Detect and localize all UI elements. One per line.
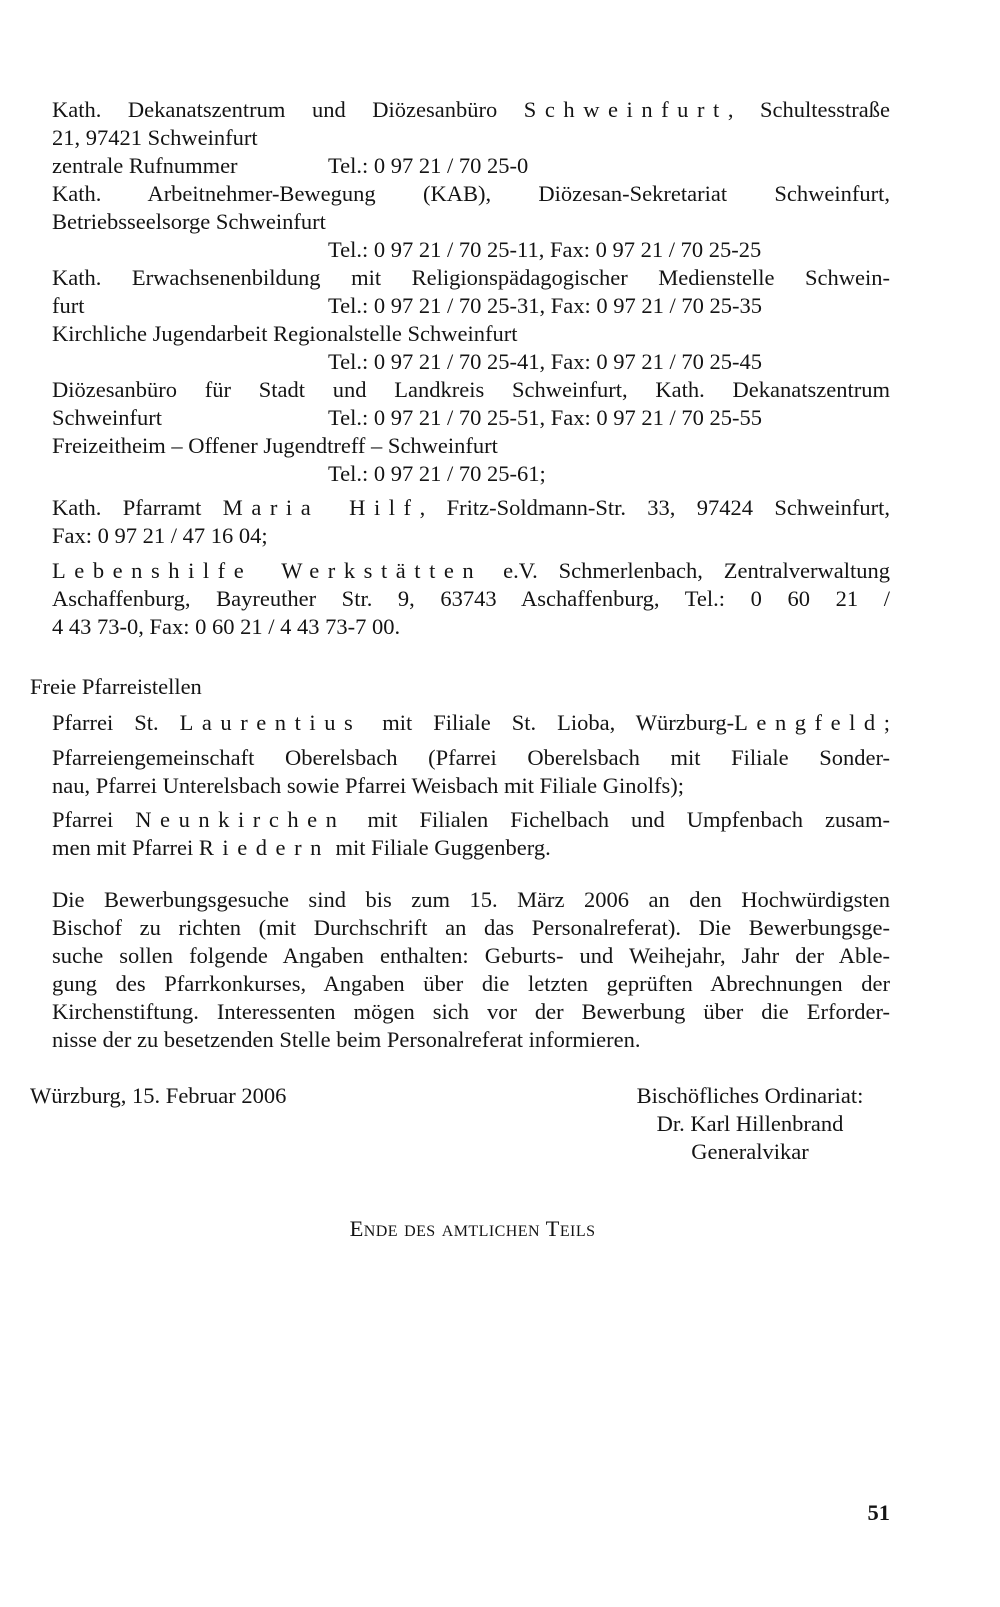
signature-office: Bischöfliches Ordinariat: xyxy=(636,1083,864,1108)
entry-freizeitheim-line1: Freizeitheim – Offener Jugendtreff – Schweinfurt xyxy=(52,433,498,458)
entry-mariahilf-line2: Fax: 0 97 21 / 47 16 04; xyxy=(52,523,268,548)
signature-name: Dr. Karl Hillenbrand xyxy=(656,1111,844,1136)
entry-dioezesanbuero-line1: Diözesanbüro für Stadt und Landkreis Schweinfurt, Kath. Dekanatszentrum xyxy=(52,377,890,402)
text: , Schultesstraße xyxy=(727,97,890,122)
spaced-name: Riedern xyxy=(198,835,330,860)
bewerbung-line-5: Kirchenstiftung. Interessenten mögen sich vor der Bewerbung über die Erforder- xyxy=(52,999,890,1024)
entry-jugendarbeit-line1: Kirchliche Jugendarbeit Regionalstelle Schweinfurt xyxy=(52,321,518,346)
entry-mariahilf-line1 xyxy=(52,494,890,522)
bewerbung-line-6: nisse der zu besetzenden Stelle beim Personalreferat informieren. xyxy=(52,1027,641,1052)
entry-dekanatszentrum-line1 xyxy=(52,96,890,124)
entry-kab-line1: Kath. Arbeitnehmer-Bewegung (KAB), Diözesan-Sekretariat Schweinfurt, xyxy=(52,181,890,206)
text: e.V. Schmerlenbach, Zentralverwaltung xyxy=(482,558,890,583)
entry-jugendarbeit-tel: Tel.: 0 97 21 / 70 25-41, Fax: 0 97 21 / 70 25-45 xyxy=(328,349,763,374)
text: Kath. Dekanatszentrum und Diözesanbüro xyxy=(52,97,524,122)
spaced-name: Schweinfurt xyxy=(523,97,728,122)
bewerbung-line-3: suche sollen folgende Angaben enthalten: Geburts- und Weihejahr, Jahr der Able- xyxy=(52,943,890,968)
text: , Fritz-Soldmann-Str. 33, 97424 Schweinfurt, xyxy=(419,495,890,520)
spaced-name: Lengfeld xyxy=(734,710,884,735)
text: Kath. Pfarramt xyxy=(52,495,223,520)
entry-lebenshilfe-line2: Aschaffenburg, Bayreuther Str. 9, 63743 Aschaffenburg, Tel.: 0 60 21 / xyxy=(52,586,890,611)
entry-lebenshilfe-line1 xyxy=(52,557,890,585)
text: ; xyxy=(883,710,890,735)
pfarreistelle-item-1 xyxy=(52,709,890,737)
text: mit Filialen Fichelbach und Umpfenbach zusam- xyxy=(345,807,890,832)
entry-erwachsenenbildung-line1: Kath. Erwachsenenbildung mit Religionspädagogischer Medienstelle Schwein- xyxy=(52,265,890,290)
entry-dioezesanbuero-line2: Schweinfurt xyxy=(52,405,162,430)
pfarreistelle-item-3-line1 xyxy=(52,806,890,834)
entry-dioezesanbuero-tel: Tel.: 0 97 21 / 70 25-51, Fax: 0 97 21 / 70 25-55 xyxy=(328,405,763,430)
entry-kab-tel: Tel.: 0 97 21 / 70 25-11, Fax: 0 97 21 / 70 25-25 xyxy=(328,237,762,262)
pfarreistelle-item-2-line2: nau, Pfarrei Unterelsbach sowie Pfarrei Weisbach mit Filiale Ginolfs); xyxy=(52,773,684,798)
entry-dekanatszentrum-label: zentrale Rufnummer xyxy=(52,153,238,178)
text: men mit Pfarrei xyxy=(52,835,199,860)
entry-lebenshilfe-line3: 4 43 73-0, Fax: 0 60 21 / 4 43 73-7 00. xyxy=(52,614,401,639)
end-of-official-part: Ende des amtlichen Teils xyxy=(349,1216,596,1241)
pfarreistelle-item-2-line1: Pfarreiengemeinschaft Oberelsbach (Pfarrei Oberelsbach mit Filiale Sonder- xyxy=(52,745,890,770)
text: mit Filiale St. Lioba, Würzburg- xyxy=(361,710,735,735)
entry-dekanatszentrum-tel: Tel.: 0 97 21 / 70 25-0 xyxy=(328,153,529,178)
signature-title: Generalvikar xyxy=(691,1139,809,1164)
place-date: Würzburg, 15. Februar 2006 xyxy=(30,1083,287,1108)
entry-dekanatszentrum-line2: 21, 97421 Schweinfurt xyxy=(52,125,258,150)
bewerbung-line-1: Die Bewerbungsgesuche sind bis zum 15. März 2006 an den Hochwürdigsten xyxy=(52,887,890,912)
spaced-name: Laurentius xyxy=(179,710,362,735)
entry-erwachsenenbildung-line2: furt xyxy=(52,293,85,318)
text: Pfarrei St. xyxy=(52,710,180,735)
entry-erwachsenenbildung-tel: Tel.: 0 97 21 / 70 25-31, Fax: 0 97 21 / 70 25-35 xyxy=(328,293,763,318)
entry-freizeitheim-tel: Tel.: 0 97 21 / 70 25-61; xyxy=(328,461,546,486)
spaced-name: Maria Hilf xyxy=(222,495,420,520)
text: mit Filiale Guggenberg. xyxy=(329,835,551,860)
page-number: 51 xyxy=(867,1500,890,1525)
section-heading-pfarreistellen: Freie Pfarreistellen xyxy=(30,674,202,699)
bewerbung-line-4: gung des Pfarrkonkurses, Angaben über die letzten geprüften Abrechnungen der xyxy=(52,971,890,996)
spaced-name: Lebenshilfe Werkstätten xyxy=(52,558,483,583)
text: Pfarrei xyxy=(52,807,136,832)
bewerbung-line-2: Bischof zu richten (mit Durchschrift an das Personalreferat). Die Bewerbungsge- xyxy=(52,915,890,940)
pfarreistelle-item-3-line2 xyxy=(52,834,551,862)
spaced-name: Neunkirchen xyxy=(135,807,346,832)
entry-kab-line2: Betriebsseelsorge Schweinfurt xyxy=(52,209,326,234)
